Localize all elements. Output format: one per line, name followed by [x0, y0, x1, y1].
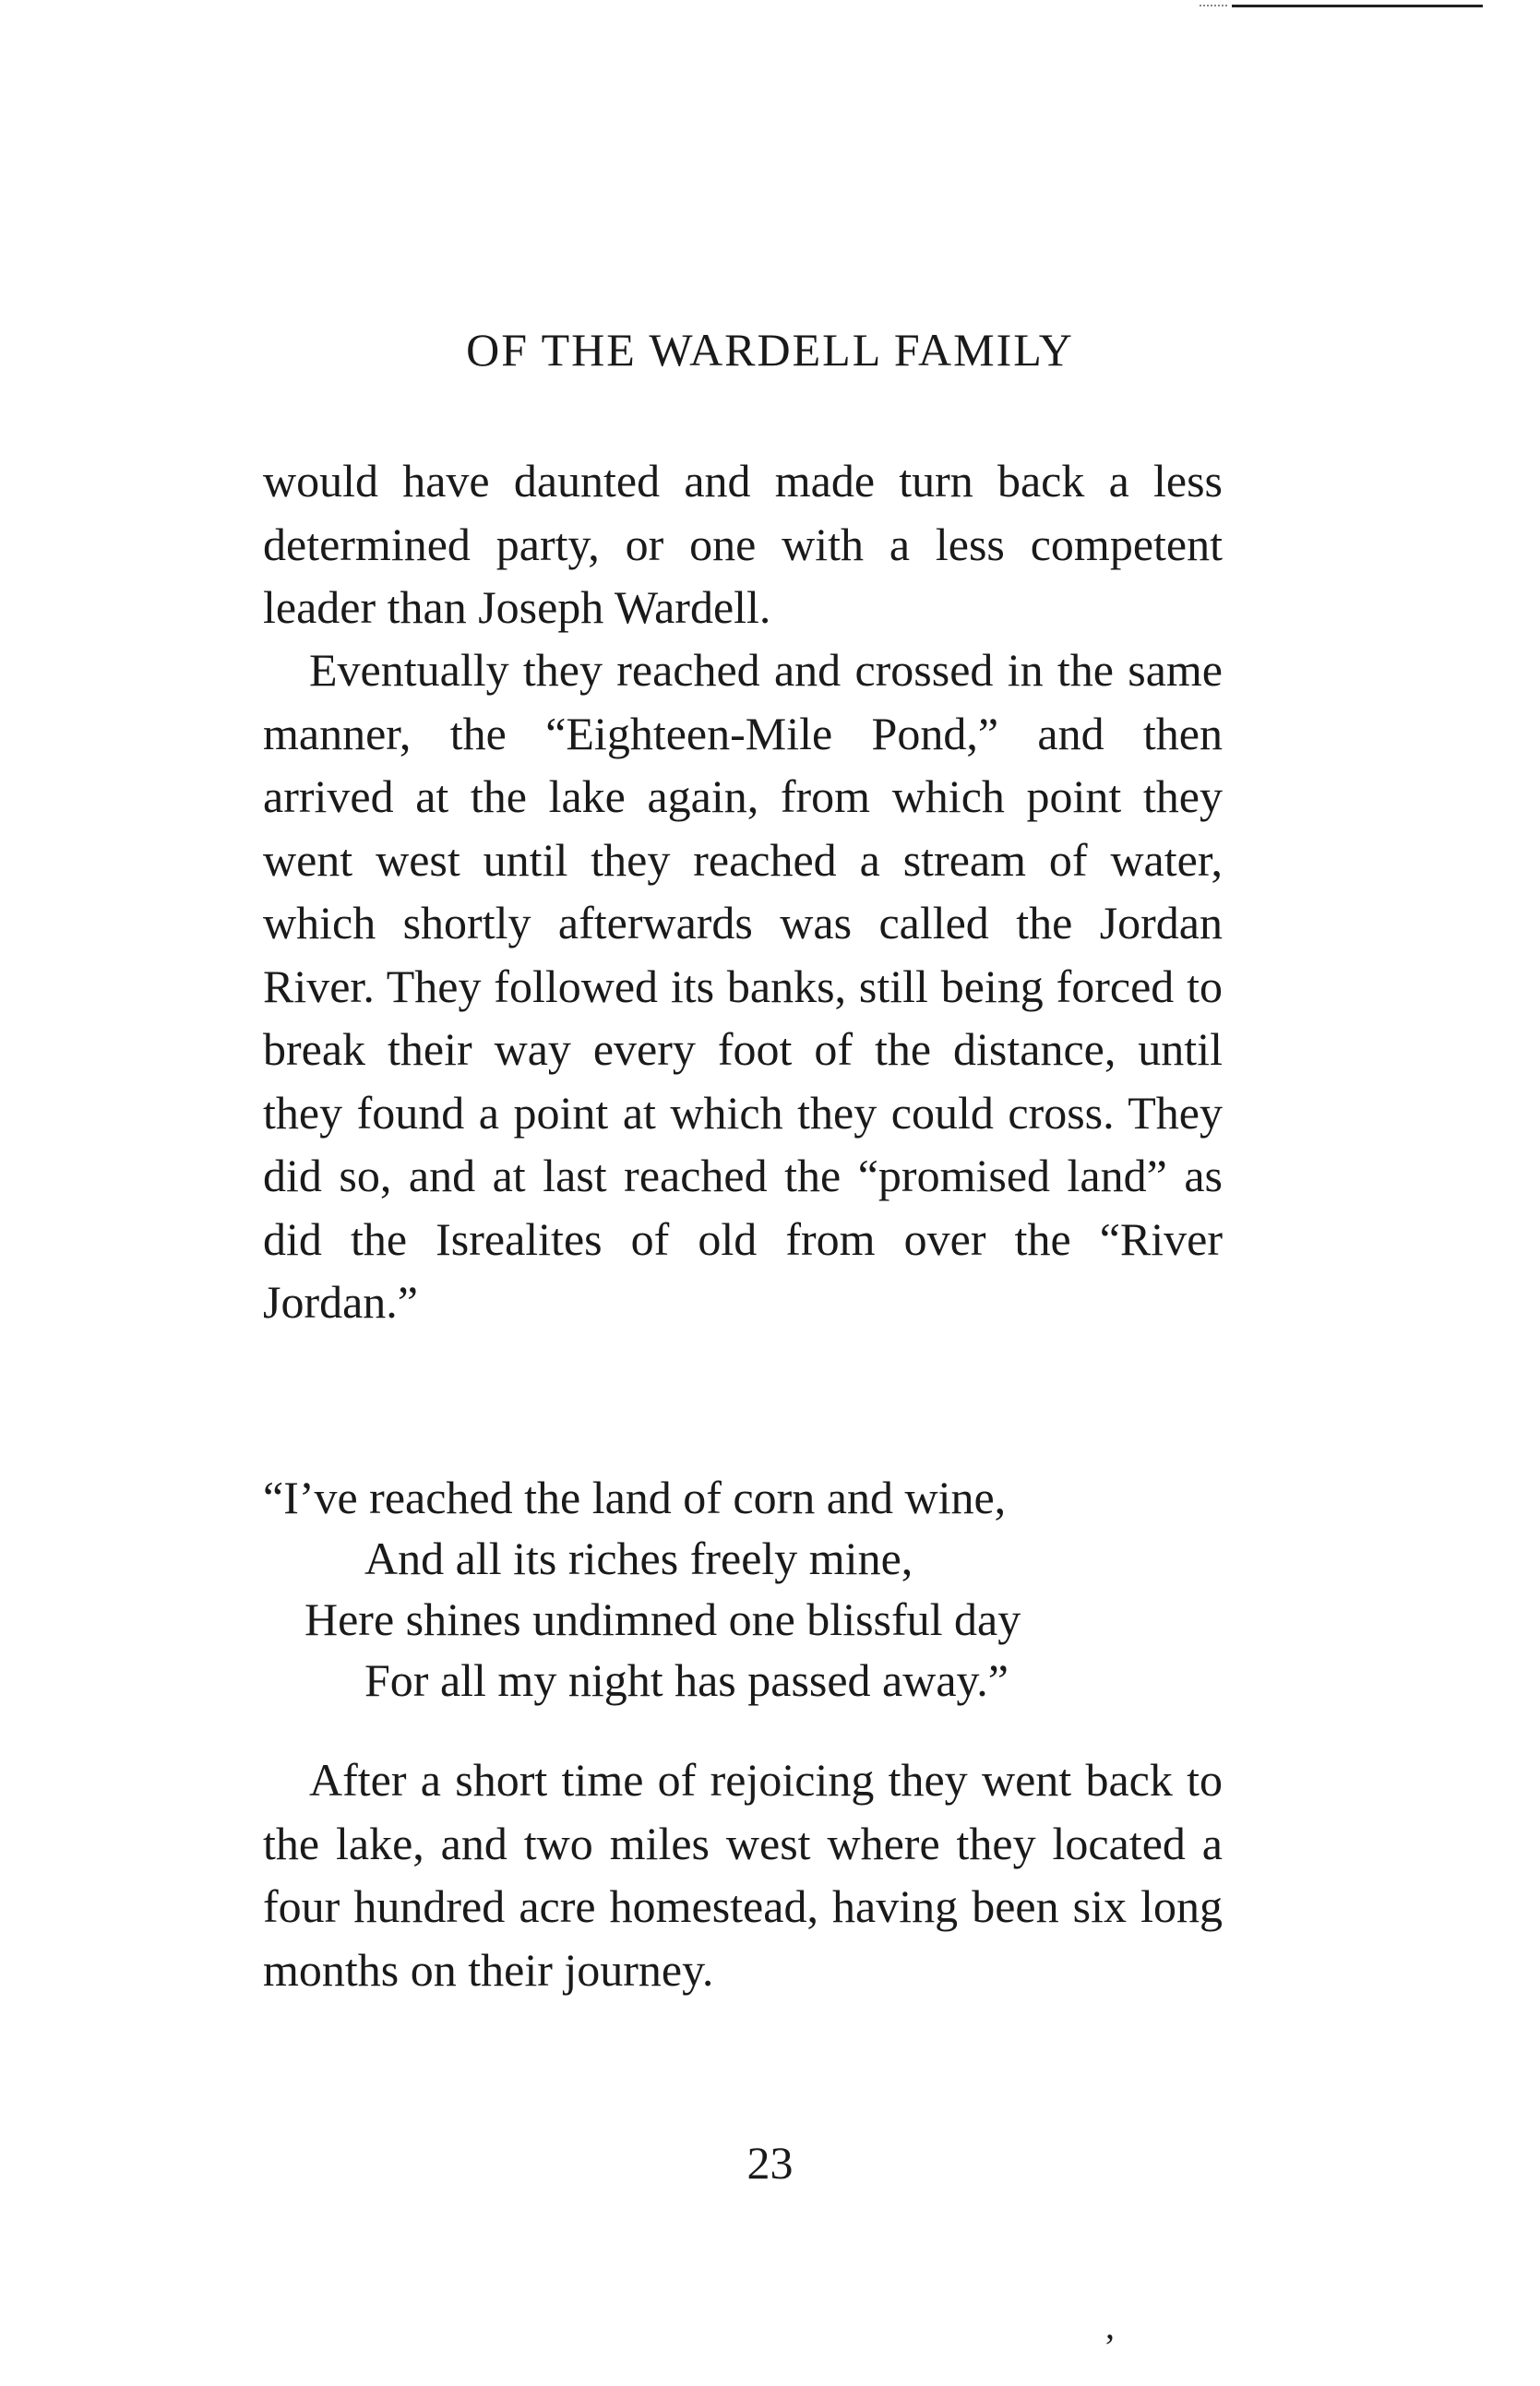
running-header: OF THE WARDELL FAMILY [466, 324, 1074, 376]
paragraph-2: Eventually they reached and crossed in the same manner, the “Eighteen-Mile Pond,” and then arrived at the lake again, from which point they went west until they reached a stream of water, which shortly afterwards was called the Jordan River. They followed its banks, still being forced to break their way every foot of the distance, until they found a point at which they could cross. They did so, and at last reached the “promised land” as did the Isrealites of old from over the “River Jordan.” [263, 644, 1223, 1328]
verse-line: For all my night has passed away.” [364, 1654, 1009, 1706]
paragraph-1: would have daunted and made turn back a less determined party, or one with a less competent leader than Joseph Wardell. [263, 455, 1223, 633]
page-number: 23 [746, 2137, 794, 2189]
verse-block [263, 1467, 1278, 1711]
verse-line: And all its riches freely mine, [364, 1533, 913, 1584]
paragraph-3: After a short time of rejoicing they went back to the lake, and two miles west where they located a four hundred acre homestead, having been six long months on their journey. [263, 1754, 1223, 1996]
verse-line: “I’ve reached the land of corn and wine, [263, 1472, 1007, 1523]
stray-ink-mark: ’ [1104, 2326, 1116, 2368]
scan-artifact-line [1232, 5, 1483, 7]
scan-artifact-dots [1200, 5, 1227, 8]
verse-line: Here shines undimned one blissful day [304, 1593, 1021, 1645]
